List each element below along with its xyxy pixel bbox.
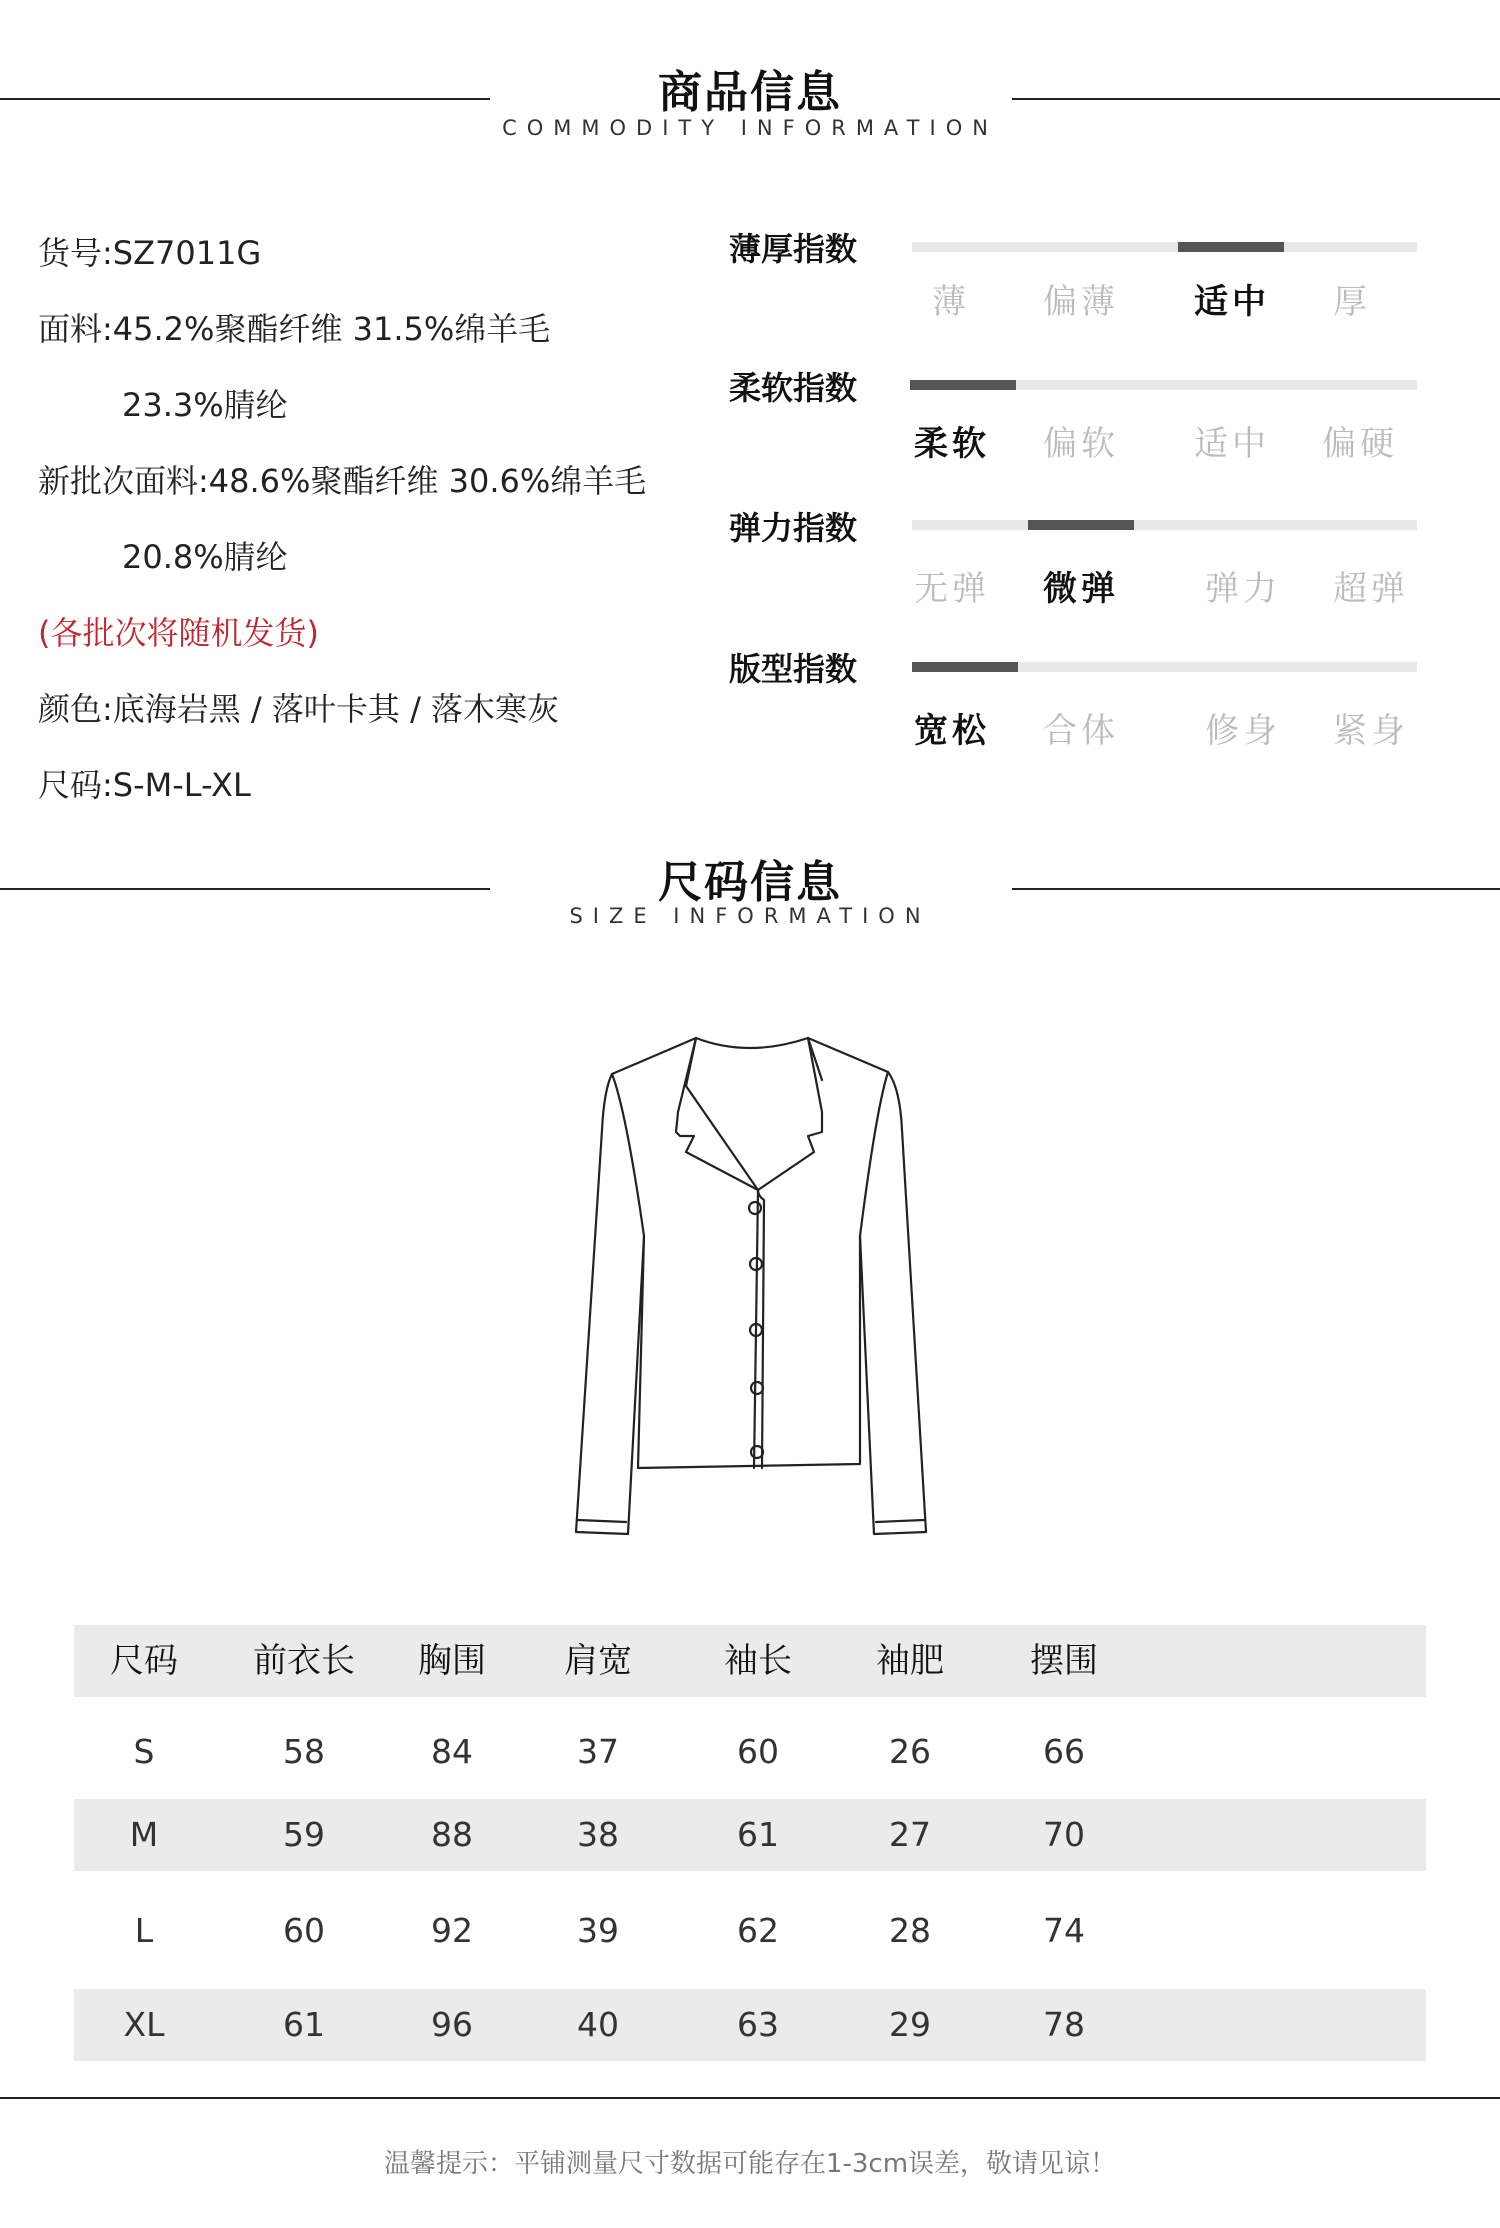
cell-size: XL [123,2005,165,2044]
header-chest: 胸围 [418,1641,486,1681]
index-title-elasticity: 弹力指数 [729,509,858,547]
index-track-thickness [912,242,1417,252]
fit-option-regular: 合体 [1043,711,1119,751]
index-title-softness: 柔软指数 [729,369,858,407]
softness-option-soft: 柔软 [914,424,990,464]
thickness-option-slightly-thin: 偏薄 [1043,282,1119,322]
cell-sleeve-width: 27 [889,1815,931,1854]
item-number: 货号:SZ7011G [38,234,262,272]
cell-sleeve-width: 28 [889,1911,931,1950]
cell-size: M [129,1815,159,1854]
cell-size: S [133,1732,155,1771]
table-row [74,1895,1426,1967]
cell-front-length: 59 [283,1815,325,1854]
fit-option-tight: 紧身 [1333,711,1409,751]
cell-shoulder: 37 [577,1732,619,1771]
cell-hem: 66 [1043,1732,1085,1771]
cell-hem: 78 [1043,2005,1085,2044]
cell-size: L [134,1911,154,1950]
cell-sleeve-length: 61 [737,1815,779,1854]
footer-divider [0,2097,1500,2099]
cell-sleeve-width: 29 [889,2005,931,2044]
new-fabric-line-cont: 20.8%腈纶 [122,538,288,576]
index-title-thickness: 薄厚指数 [729,230,858,268]
sizes-line: 尺码:S-M-L-XL [38,766,251,804]
header-size: 尺码 [110,1641,178,1681]
size-subtitle: SIZE INFORMATION [569,904,931,928]
cell-shoulder: 40 [577,2005,619,2044]
index-fill-fit [912,662,1018,672]
thickness-option-thin: 薄 [932,282,970,322]
header-shoulder: 肩宽 [564,1641,632,1681]
new-fabric-line: 新批次面料:48.6%聚酯纤维 30.6%绵羊毛 [38,462,647,500]
cell-chest: 92 [431,1911,473,1950]
cell-sleeve-length: 60 [737,1732,779,1771]
index-fill-elasticity [1028,520,1134,530]
footer-note: 温馨提示：平铺测量尺寸数据可能存在1-3cm误差，敬请见谅！ [383,2149,1117,2179]
cell-chest: 88 [431,1815,473,1854]
cell-chest: 96 [431,2005,473,2044]
fabric-line: 面料:45.2%聚酯纤维 31.5%绵羊毛 [38,310,551,348]
table-row [74,1716,1426,1788]
thickness-option-thick: 厚 [1333,282,1371,322]
softness-option-slightly-soft: 偏软 [1043,424,1119,464]
cell-front-length: 61 [283,2005,325,2044]
softness-option-medium: 适中 [1194,424,1270,464]
colors-line: 颜色:底海岩黑 / 落叶卡其 / 落木寒灰 [38,690,560,728]
cell-sleeve-length: 62 [737,1911,779,1950]
softness-option-slightly-hard: 偏硬 [1322,424,1398,464]
table-row [74,1989,1426,2061]
elasticity-option-elastic: 弹力 [1205,569,1281,609]
fabric-line-cont: 23.3%腈纶 [122,386,288,424]
cell-sleeve-width: 26 [889,1732,931,1771]
index-track-fit [912,662,1417,672]
cell-hem: 70 [1043,1815,1085,1854]
table-header-row [74,1625,1426,1697]
header-hem: 摆围 [1030,1641,1098,1681]
commodity-title: 商品信息 [658,67,842,118]
fit-option-loose: 宽松 [914,711,990,751]
index-fill-thickness [1178,242,1284,252]
cell-chest: 84 [431,1732,473,1771]
elasticity-option-slight: 微弹 [1043,569,1119,609]
fit-option-slim: 修身 [1205,711,1281,751]
cell-front-length: 60 [283,1911,325,1950]
elasticity-option-none: 无弹 [914,569,990,609]
elasticity-option-super: 超弹 [1333,569,1409,609]
cell-front-length: 58 [283,1732,325,1771]
table-row [74,1799,1426,1871]
header-sleeve-length: 袖长 [724,1641,792,1681]
size-table [74,1625,1426,2061]
header-sleeve-width: 袖肥 [876,1641,944,1681]
thickness-option-medium: 适中 [1194,282,1270,322]
cell-sleeve-length: 63 [737,2005,779,2044]
cell-shoulder: 38 [577,1815,619,1854]
header-front-length: 前衣长 [253,1641,355,1681]
long-sleeve-shirt-icon [560,1020,940,1540]
cell-shoulder: 39 [577,1911,619,1950]
commodity-subtitle: COMMODITY INFORMATION [502,116,998,140]
index-title-fit: 版型指数 [729,650,858,688]
index-track-softness [912,380,1417,390]
cell-hem: 74 [1043,1911,1085,1950]
index-fill-softness [910,380,1016,390]
batch-note: (各批次将随机发货) [38,614,319,652]
size-title: 尺码信息 [658,857,842,908]
index-track-elasticity [912,520,1417,530]
